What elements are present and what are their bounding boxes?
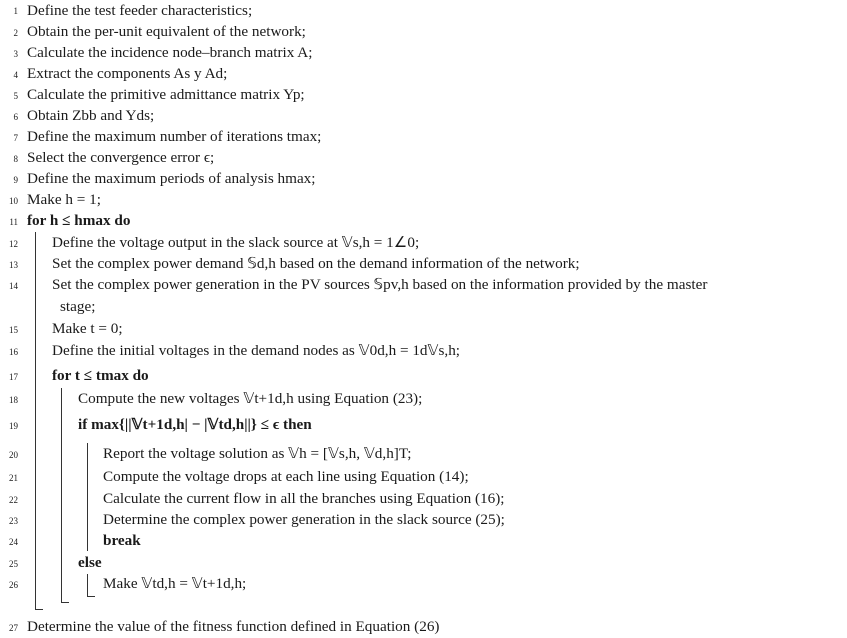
line-number: 23 [9, 516, 18, 526]
line-number: 26 [9, 580, 18, 590]
algo-line: Obtain the per-unit equivalent of the network; [27, 23, 306, 40]
algo-line: Obtain Zbb and Yds; [27, 107, 155, 124]
for-h-block-end [35, 609, 43, 610]
line-number: 8 [13, 154, 18, 164]
algo-line: Report the voltage solution as 𝕍h = [𝕍s,h, 𝕍d,h]T; [103, 445, 412, 462]
for-t-block-line [61, 388, 62, 603]
algo-line: Define the maximum number of iterations tmax; [27, 128, 322, 145]
line-number: 18 [9, 395, 18, 405]
line-number: 21 [9, 473, 18, 483]
line-number: 10 [9, 196, 18, 206]
line-number: 16 [9, 347, 18, 357]
algo-line: Determine the complex power generation in the slack source (25); [103, 511, 505, 528]
algo-line: Make h = 1; [27, 191, 101, 208]
line-number: 19 [9, 421, 18, 431]
line-number: 3 [13, 49, 18, 59]
line-number: 4 [13, 70, 18, 80]
for-t-block-end [61, 602, 69, 603]
algo-line: Define the test feeder characteristics; [27, 2, 253, 19]
algo-line: Calculate the incidence node–branch matrix A; [27, 44, 313, 61]
algo-line-for-t: for t ≤ tmax do [52, 367, 149, 384]
algo-line: Select the convergence error ϵ; [27, 149, 215, 166]
line-number: 9 [13, 175, 18, 185]
line-number: 15 [9, 325, 18, 335]
line-number: 17 [9, 372, 18, 382]
line-number: 11 [9, 217, 18, 227]
line-number: 6 [13, 112, 18, 122]
algo-line-else: else [78, 554, 102, 571]
algo-line: Define the initial voltages in the demand nodes as 𝕍0d,h = 1d𝕍s,h; [52, 342, 461, 359]
algo-line-for-h: for h ≤ hmax do [27, 212, 131, 229]
line-number: 22 [9, 495, 18, 505]
algo-line-break: break [103, 532, 141, 549]
algo-line: Determine the value of the fitness function defined in Equation (26) [27, 618, 440, 635]
if-block-line [87, 443, 88, 551]
algo-line: Define the maximum periods of analysis hmax; [27, 170, 316, 187]
line-number: 5 [13, 91, 18, 101]
algo-line: Compute the voltage drops at each line using Equation (14); [103, 468, 469, 485]
line-number: 14 [9, 281, 18, 291]
algo-line: Extract the components As y Ad; [27, 65, 228, 82]
line-number: 25 [9, 559, 18, 569]
line-number: 7 [13, 133, 18, 143]
else-block-end [87, 596, 95, 597]
algo-line: Compute the new voltages 𝕍t+1d,h using Equation (23); [78, 390, 423, 407]
line-number: 12 [9, 239, 18, 249]
line-number: 20 [9, 450, 18, 460]
algo-line: Define the voltage output in the slack source at 𝕍s,h = 1∠0; [52, 234, 420, 251]
algo-line: Make 𝕍td,h = 𝕍t+1d,h; [103, 575, 247, 592]
line-number: 27 [9, 623, 18, 633]
algo-line-continuation: stage; [60, 298, 96, 315]
line-number: 2 [13, 28, 18, 38]
algo-line: Calculate the current flow in all the branches using Equation (16); [103, 490, 505, 507]
algo-line-if: if max{||𝕍t+1d,h| − |𝕍td,h||} ≤ ϵ then [78, 416, 312, 433]
algo-line: Make t = 0; [52, 320, 123, 337]
line-number: 1 [13, 6, 18, 16]
line-number: 24 [9, 537, 18, 547]
for-h-block-line [35, 232, 36, 610]
else-block-line [87, 574, 88, 597]
algo-line: Set the complex power generation in the PV sources 𝕊pv,h based on the information provided by the master [52, 276, 708, 293]
algo-line: Calculate the primitive admittance matrix Yp; [27, 86, 305, 103]
line-number: 13 [9, 260, 18, 270]
algo-line: Set the complex power demand 𝕊d,h based on the demand information of the network; [52, 255, 580, 272]
